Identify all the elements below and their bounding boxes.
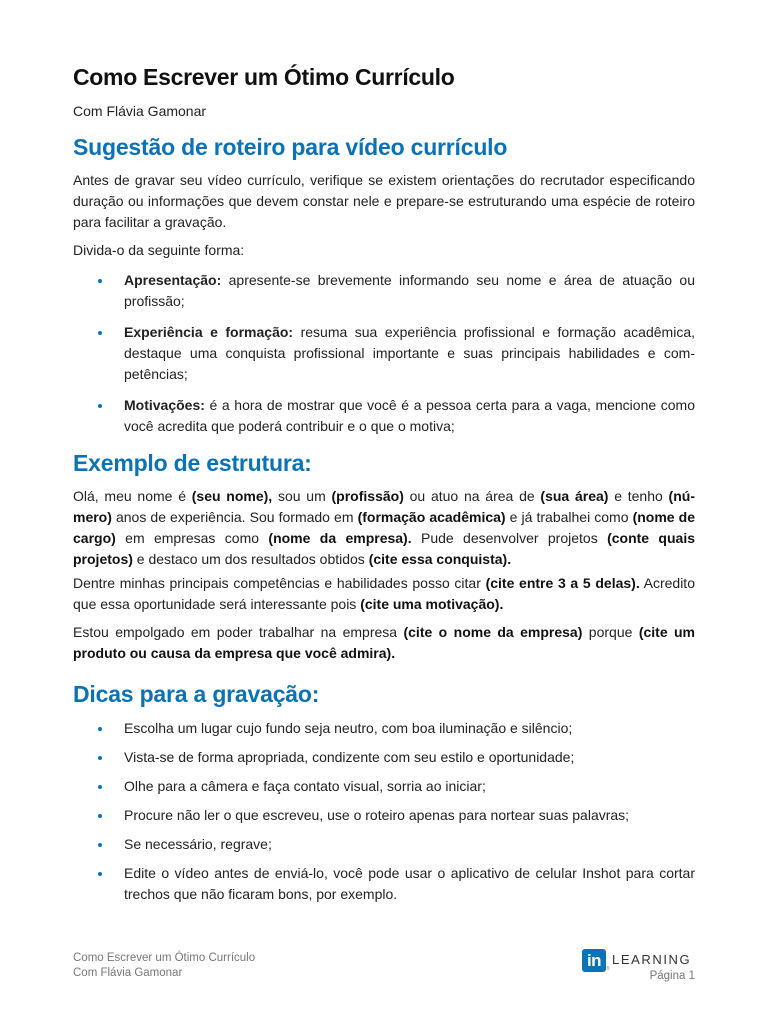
bullet-icon <box>98 727 102 731</box>
bullet-icon <box>98 279 102 283</box>
bullet-icon <box>98 404 102 408</box>
linkedin-logo-icon: in <box>582 949 606 972</box>
registered-mark: ® <box>606 966 610 972</box>
bullet-icon <box>98 331 102 335</box>
section-heading-dicas: Dicas para a gravação: <box>73 681 320 707</box>
list-item: Se necessário, regrave; <box>73 834 695 855</box>
dicas-bullet-list <box>73 718 695 905</box>
footer-author: Com Flávia Gamonar <box>73 967 183 979</box>
roteiro-bullet-list <box>73 270 695 437</box>
document-title: Como Escrever um Ótimo Currículo <box>73 64 455 90</box>
section-heading-exemplo: Exemplo de estrutura: <box>73 450 312 476</box>
paragraph-intro: Antes de gravar seu vídeo currículo, verifique se existem orientações do recrutador especificando duração ou informações que devem constar nele e prepare-se estruturando uma espécie de roteiro para facilitar a gravação. <box>73 172 695 230</box>
list-item: Olhe para a câmera e faça contato visual, sorria ao iniciar; <box>73 776 695 797</box>
bullet-icon <box>98 843 102 847</box>
paragraph-divida: Divida-o da seguinte forma: <box>73 242 245 258</box>
paragraph-exemplo-1: Olá, meu nome é (seu nome), sou um (profissão) ou atuo na área de (sua área) e tenho (número) anos de experiência. Sou formado em (formação acadêmica) e já trabalhei como (nome de cargo) em empresas como (nome da empresa). Pude desenvolver projetos (conte quais projetos) e destaco um dos resultados obtidos (cite essa conquista). <box>73 488 695 567</box>
learning-wordmark: LEARNING <box>612 952 692 967</box>
bullet-icon <box>98 756 102 760</box>
bullet-icon <box>98 814 102 818</box>
list-item: Vista-se de forma apropriada, condizente com seu estilo e oportunidade; <box>73 747 695 768</box>
page-number: Página 1 <box>649 970 695 982</box>
list-item: Escolha um lugar cujo fundo seja neutro, com boa iluminação e silêncio; <box>73 718 695 739</box>
footer-course-info <box>73 951 255 981</box>
bullet-icon <box>98 785 102 789</box>
list-item: Experiência e formação: resuma sua experiência profissional e formação acadêmica, destaque uma conquista profissional importante e suas principais habilidades e competências; <box>73 322 695 385</box>
paragraph-exemplo-3: Estou empolgado em poder trabalhar na empresa (cite o nome da empresa) porque (cite um produto ou causa da empresa que você admira). <box>73 624 696 661</box>
paragraph-exemplo-2: Dentre minhas principais competências e habilidades posso citar (cite entre 3 a 5 delas). Acredito que essa oportunidade será interessante pois (cite uma motivação). <box>73 575 695 612</box>
footer-branding <box>575 948 695 988</box>
list-item: Apresentação: apresente-se brevemente informando seu nome e área de atuação ou profissão; <box>73 270 695 312</box>
section-heading-roteiro: Sugestão de roteiro para vídeo currículo <box>73 134 508 160</box>
footer-course-title: Como Escrever um Ótimo Currículo <box>73 952 256 964</box>
list-item: Edite o vídeo antes de enviá-lo, você pode usar o aplicativo de celular Inshot para cortar trechos que não ficaram bons, por exemplo. <box>73 863 695 905</box>
list-item: Motivações: é a hora de mostrar que você é a pessoa certa para a vaga, mencione como você acredita que poderá contribuir e o que o motiva; <box>73 395 695 437</box>
document-subtitle: Com Flávia Gamonar <box>73 103 207 119</box>
list-item: Procure não ler o que escreveu, use o roteiro apenas para nortear suas palavras; <box>73 805 695 826</box>
bullet-icon <box>98 872 102 876</box>
